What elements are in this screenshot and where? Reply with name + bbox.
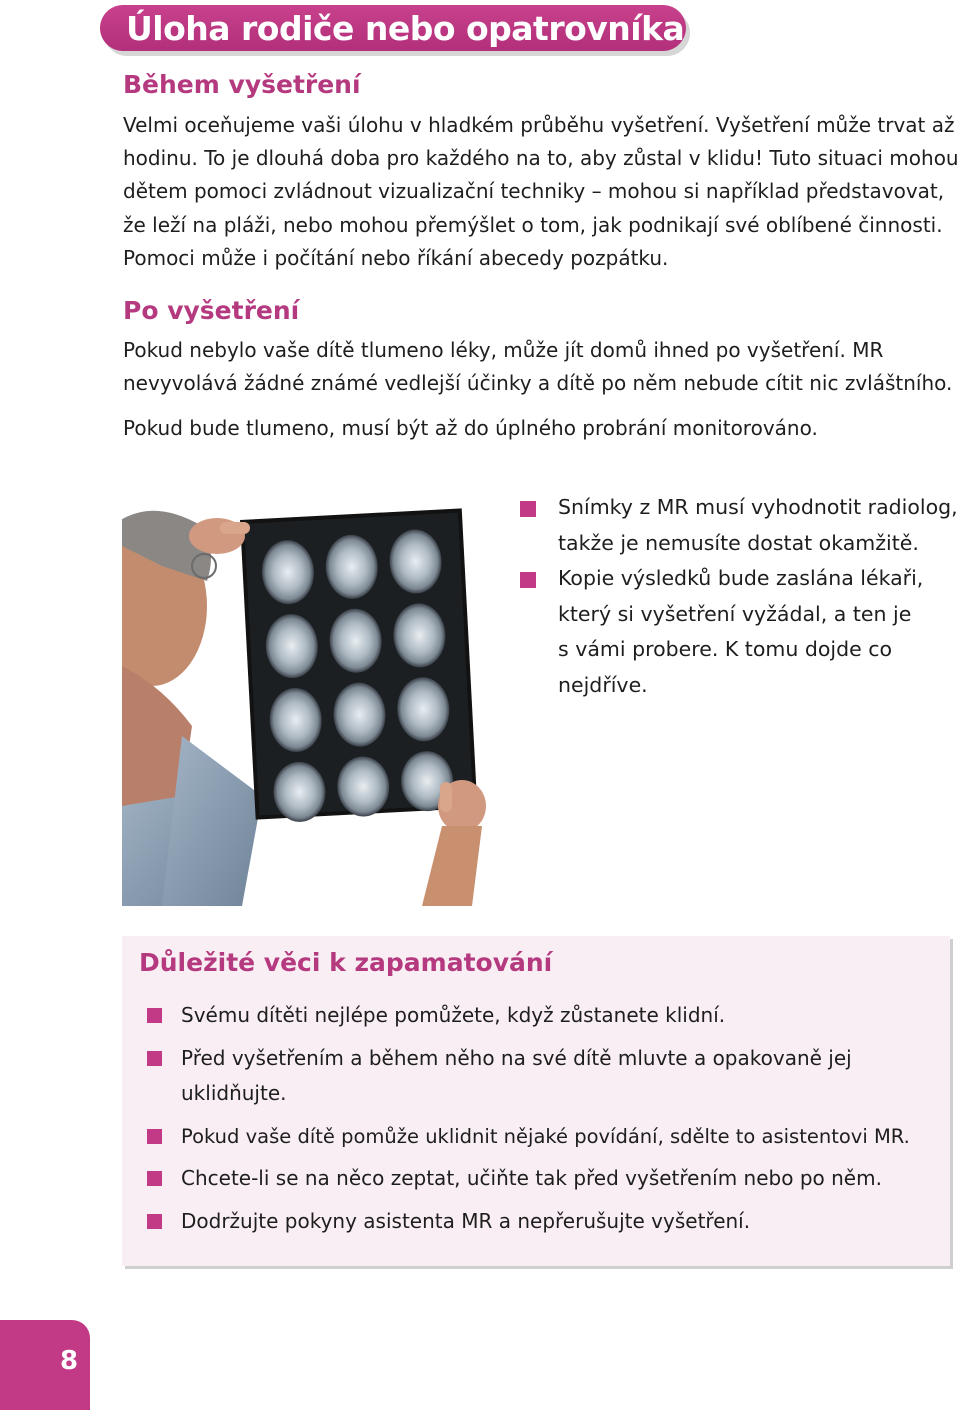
list-item [520, 561, 950, 703]
list-item [147, 1204, 937, 1240]
note-line: Svému dítěti nejlépe pomůžete, když zůstanete klidní. [181, 1003, 726, 1027]
paragraph-line: Pomoci může i počítání nebo říkání abecedy pozpátku. [123, 245, 669, 270]
bullet-line: s vámi probere. K tomu dojde co [558, 637, 893, 661]
page-number: 8 [60, 1346, 79, 1376]
square-bullet-icon [147, 1008, 162, 1023]
title-banner [100, 5, 686, 51]
paragraph-line: Pokud bude tlumeno, musí být až do úplného probrání monitorováno. [123, 416, 818, 440]
list-item [147, 1119, 937, 1155]
paragraph-line: dětem pomoci zvládnout vizualizační techniky – mohou si například představovat, [123, 179, 945, 204]
page-number-tab [0, 1320, 90, 1410]
notes-list [147, 998, 937, 1246]
paragraph-line: Pokud nebylo vaše dítě tlumeno léky, může jít domů ihned po vyšetření. MR [123, 338, 884, 362]
bullet-line: Snímky z MR musí vyhodnotit radiolog, [558, 495, 958, 519]
square-bullet-icon [147, 1051, 162, 1066]
square-bullet-icon [520, 501, 536, 517]
after-exam-paragraph [123, 334, 953, 400]
doctor-mri-illustration [122, 496, 498, 906]
square-bullet-icon [147, 1129, 162, 1144]
square-bullet-icon [147, 1171, 162, 1186]
bullet-line: nejdříve. [558, 672, 648, 697]
paragraph-line: že leží na pláži, nebo mohou přemýšlet o tom, jak podnikají své oblíbené činnosti. [123, 212, 943, 237]
bullet-line: takže je nemusíte dostat okamžitě. [558, 530, 919, 555]
section-heading-after-exam: Po vyšetření [123, 296, 300, 325]
note-line: Chcete-li se na něco zeptat, učiňte tak před vyšetřením nebo po něm. [181, 1166, 882, 1190]
bullet-line: Kopie výsledků bude zaslána lékaři, [558, 566, 924, 590]
results-bullet-list [520, 490, 958, 703]
page-title: Úloha rodiče nebo opatrovníka [126, 9, 685, 48]
note-line: uklidňujte. [181, 1081, 287, 1105]
paragraph-line: hodinu. To je dlouhá doba pro každého na to, aby zůstal v klidu! Tuto situaci mohou [123, 146, 959, 171]
paragraph-line: nevyvolává žádné známé vedlejší účinky a dítě po něm nebude cítit nic zvláštního. [123, 371, 953, 396]
important-notes-box [122, 936, 950, 1266]
during-exam-paragraph [123, 109, 959, 275]
section-heading-during-exam: Během vyšetření [123, 70, 361, 99]
notes-heading: Důležité věci k zapamatování [139, 948, 553, 977]
bullet-line: který si vyšetření vyžádal, a ten je [558, 601, 912, 626]
list-item [147, 998, 937, 1034]
list-item [147, 1161, 937, 1197]
note-line: Před vyšetřením a během něho na své dítě mluvte a opakovaně jej [181, 1045, 852, 1070]
paragraph-line: Velmi oceňujeme vaši úlohu v hladkém průběhu vyšetření. Vyšetření může trvat až [123, 113, 955, 137]
list-item [147, 1041, 937, 1112]
sedation-paragraph [123, 412, 953, 445]
note-line: Dodržujte pokyny asistenta MR a nepřerušujte vyšetření. [181, 1208, 751, 1233]
note-line: Pokud vaše dítě pomůže uklidnit nějaké povídání, sdělte to asistentovi MR. [181, 1124, 910, 1148]
list-item [520, 490, 958, 561]
square-bullet-icon [520, 572, 536, 588]
doctor-mri-photo [122, 496, 498, 906]
square-bullet-icon [147, 1214, 162, 1229]
